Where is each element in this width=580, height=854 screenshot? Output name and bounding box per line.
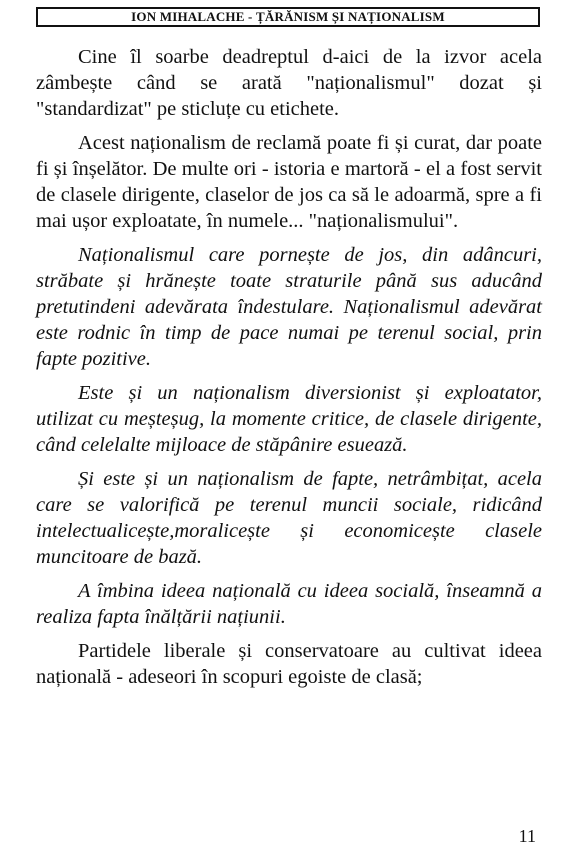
paragraph-7: Partidele liberale și conservatoare au cultivat ideea națională - adeseori în scopuri egoiste de clasă; (36, 640, 542, 688)
paragraph-1: Cine îl soarbe deadreptul d-aici de la izvor acela zâmbește când se arată "naționalismul" dozat și "standardizat" pe sticluțe cu etichete. (36, 46, 542, 120)
paragraph-3: Naționalismul care pornește de jos, din adâncuri, străbate și hrănește toate straturile până sus aducând pretutindeni adevărata îndestulare. Naționalismul adevărat este rodnic în timp de pace numai pe terenul social, prin fapte pozitive. (36, 244, 542, 370)
paragraph-5: Și este și un naționalism de fapte, netrâmbițat, acela care se valorifică pe terenul muncii sociale, ridicând intelectualicește,moralicește și economicește clasele muncitoare de bază. (36, 468, 542, 568)
page-number: 11 (518, 826, 536, 846)
paragraph-2: Acest naționalism de reclamă poate fi și curat, dar poate fi și înșelător. De multe ori - istoria e martoră - el a fost servit de clasele dirigente, claselor de jos ca să le adoarmă, spre a fi mai ușor exploatate, în numele... "naționalismului". (36, 132, 542, 232)
running-header: ION MIHALACHE - ȚĂRĂNISM ȘI NAȚIONALISM (36, 7, 540, 27)
paragraph-4: Este și un naționalism diversionist și exploatator, utilizat cu meșteșug, la momente critice, de clasele dirigente, când celelalte mijloace de stăpânire esuează. (36, 382, 542, 456)
page-body (36, 44, 542, 698)
paragraph-6: A îmbina ideea națională cu ideea socială, înseamnă a realiza fapta înălțării națiunii. (36, 580, 542, 628)
